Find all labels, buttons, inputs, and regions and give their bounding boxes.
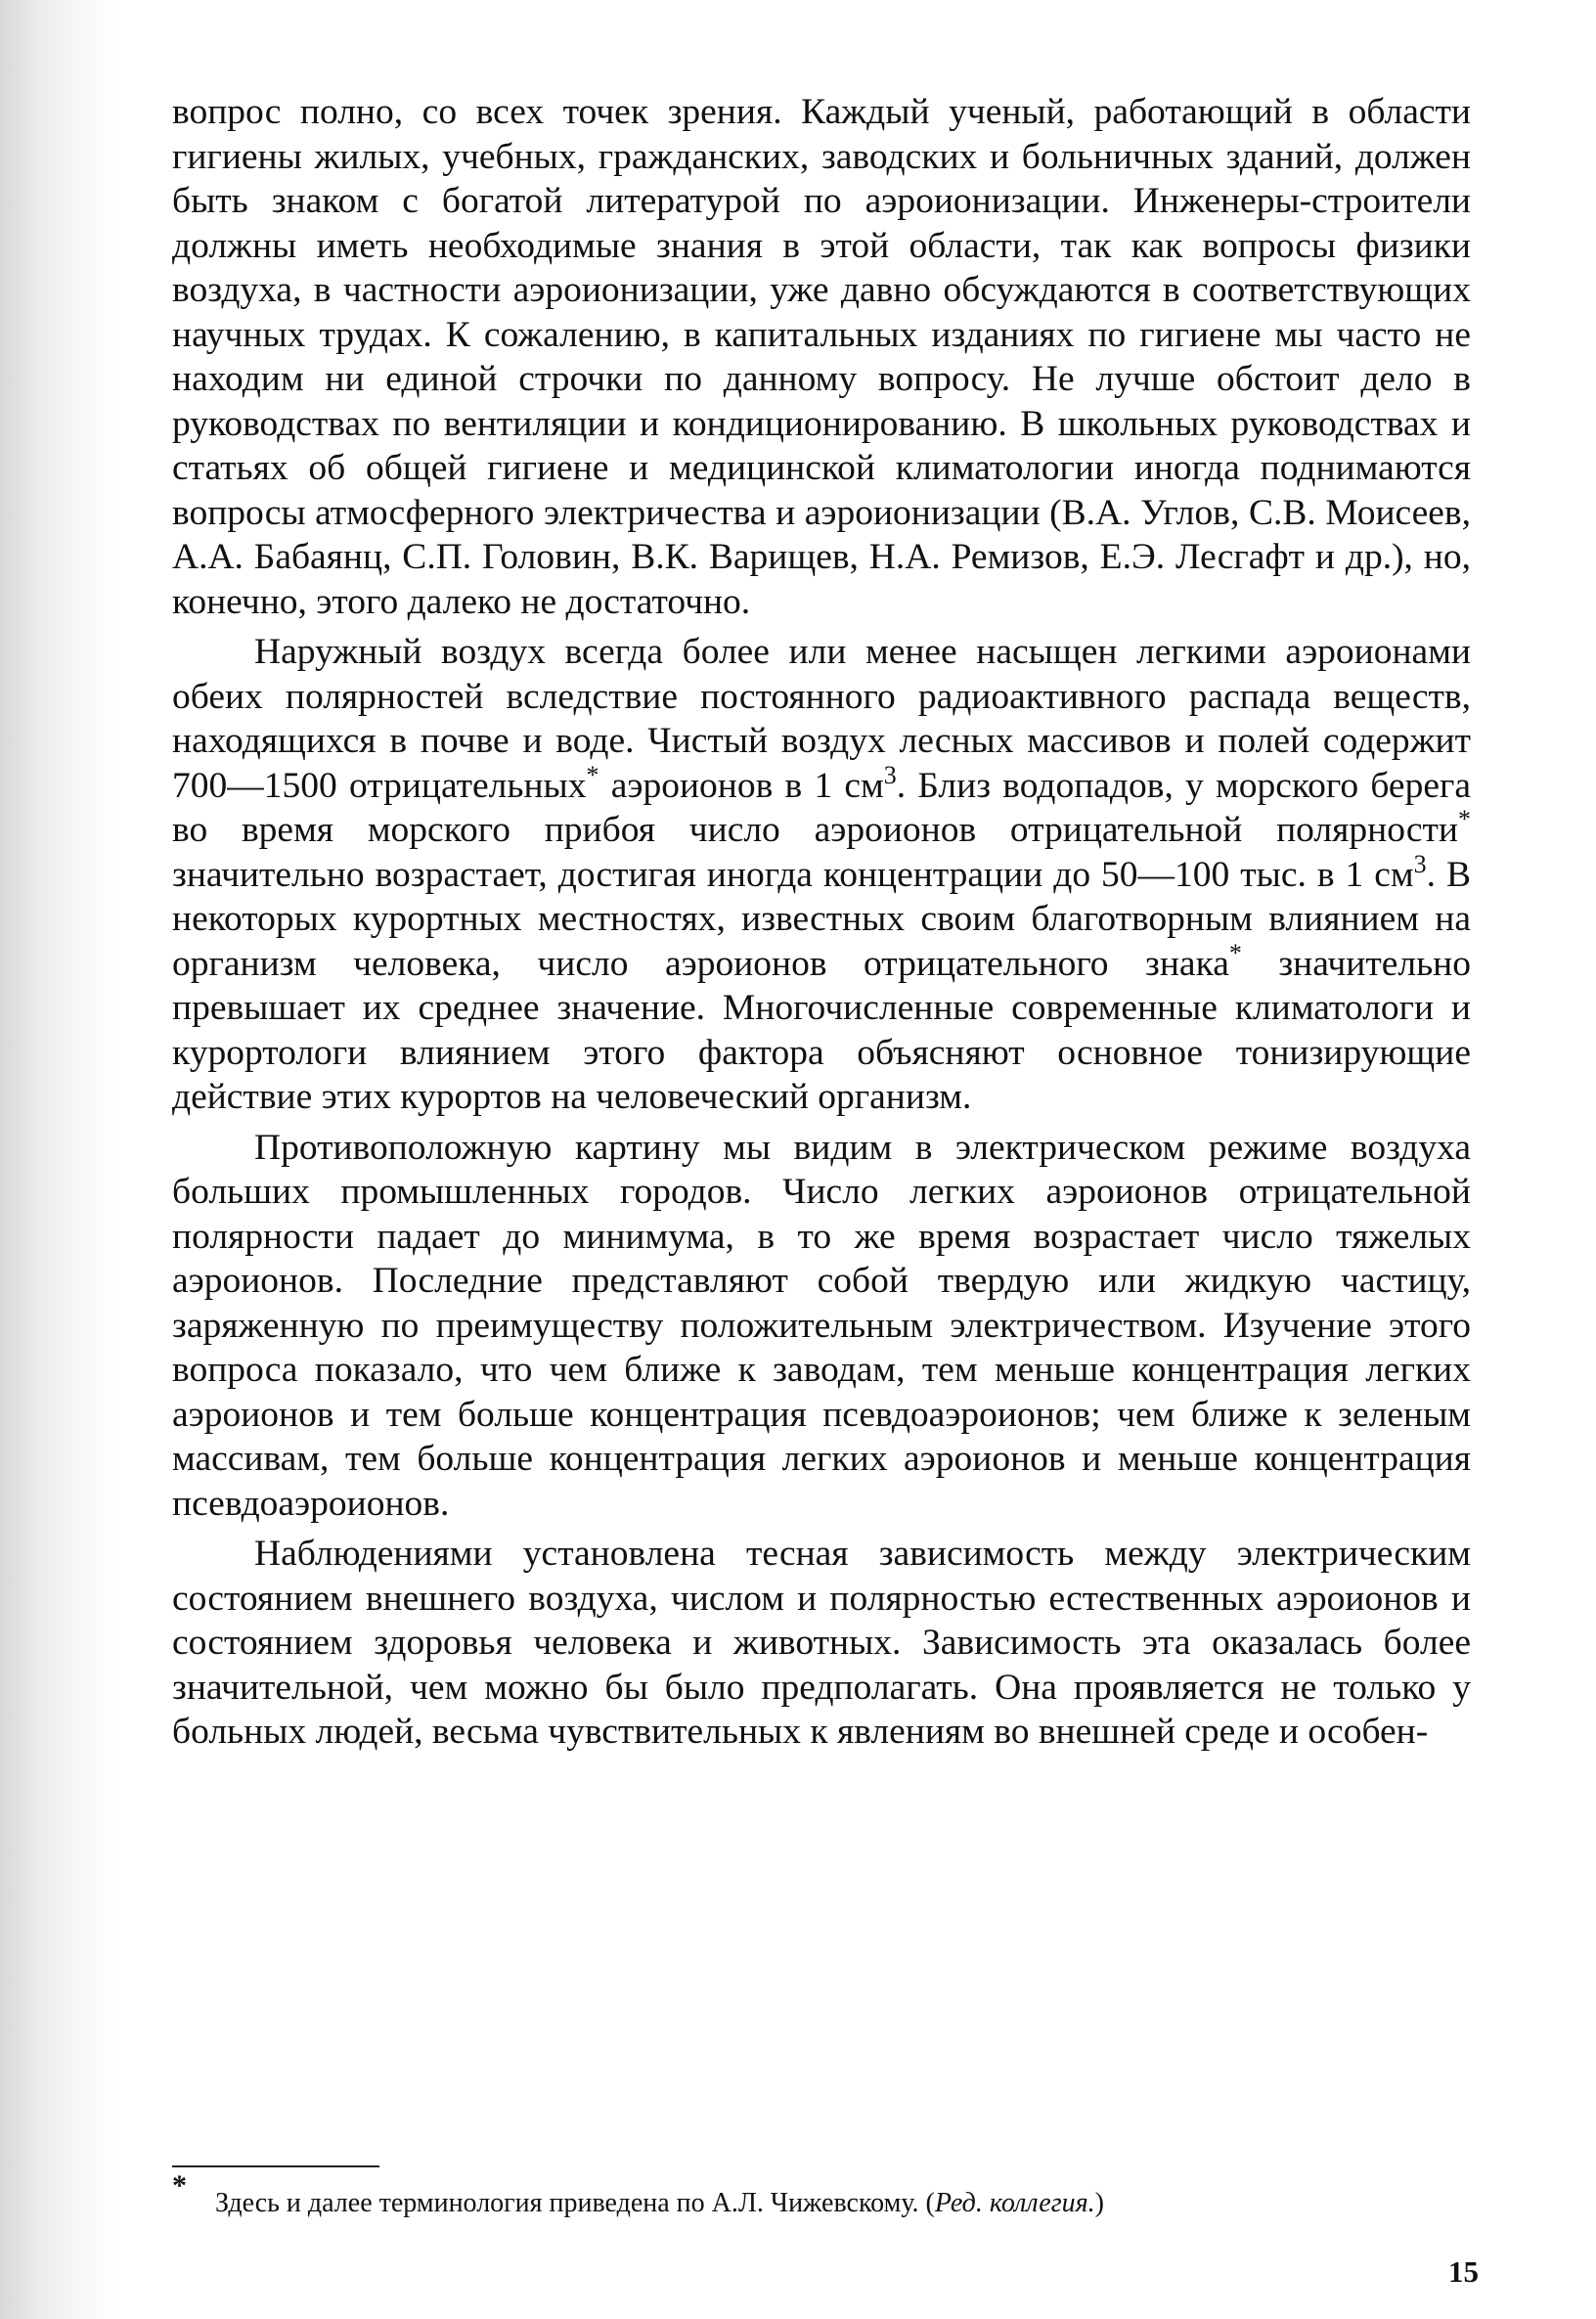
paragraph-2-part-4: значительно возрастает, достигая иногда концентрации до 50—100 тыс. в 1 см — [172, 854, 1414, 895]
paragraph-3: Противоположную картину мы видим в электрическом режиме воздуха больших промышленных городов. Число легких аэроионов отрицательной полярности падает до минимума, в то же время возрастает число тяжелых аэроионов. Последние представляют собой твердую или жидкую частицу, заряженную по преимуществу положительным электричеством. Изучение этого вопроса показало, что чем ближе к заводам, тем меньше концентрация легких аэроионов и тем больше концентрация псевдоаэроионов; чем ближе к зеленым массивам, тем больше концентрация легких аэроионов и меньше концентрация псевдоаэроионов. — [172, 1127, 1471, 1524]
footnote — [215, 2187, 1467, 2220]
footnote-text: Здесь и далее терминология приведена по А.Л. Чижевскому. ( — [215, 2188, 935, 2218]
paragraph-4: Наблюдениями установлена тесная зависимость между электрическим состоянием внешнего воздуха, числом и полярностью естественных аэроионов и состоянием здоровья человека и животных. Зависимость эта оказалась более значительной, чем можно бы было предполагать. Она проявляется не только у больных людей, весьма чувствительных к явлениям во внешней среде и особен- — [172, 1534, 1471, 1752]
paragraph-2-part-5: . В некоторых курортных местностях, известных своим благотворным влиянием на организм человека, число аэроионов отрицательного знака — [172, 854, 1472, 984]
footnote-close: ) — [1094, 2188, 1104, 2218]
footnote-divider — [172, 2165, 379, 2167]
paragraph-2 — [172, 630, 1471, 1120]
page-binding-shadow — [0, 0, 117, 2319]
main-text — [172, 90, 1471, 1755]
asterisk-note-mark: * — [1228, 938, 1242, 967]
footnote-marker: * — [172, 2169, 187, 2202]
footnote-editor-note: Ред. коллегия. — [934, 2188, 1095, 2218]
asterisk-note-mark: * — [1458, 805, 1471, 833]
paragraph-2-part-2: аэроионов в 1 см — [598, 765, 884, 806]
page-number: 15 — [1448, 2254, 1479, 2289]
paragraph-2-part-6: значительно превышает их среднее значение. Многочисленные современные климатологи и курортологи влиянием этого фактора объясняют основное тонизирующие действие этих курортов на человеческий организм. — [172, 943, 1471, 1117]
superscript-3: 3 — [883, 760, 897, 789]
asterisk-note-mark: * — [586, 760, 599, 789]
paragraph-2-part-1: Наружный воздух всегда более или менее насыщен легкими аэроионами обеих полярностей вследствие постоянного радиоактивного распада веществ, находящихся в почве и воде. Чистый воздух лесных массивов и полей содержит 700—1500 отрицательных — [172, 632, 1471, 806]
superscript-3: 3 — [1413, 849, 1427, 878]
paragraph-1: вопрос полно, со всех точек зрения. Каждый ученый, работающий в области гигиены жилых, учебных, гражданских, заводских и больничных зданий, должен быть знаком с богатой литературой по аэроионизации. Инженеры-строители должны иметь необходимые знания в этой области, так как вопросы физики воздуха, в частности аэроионизации, уже давно обсуждаются в соответствующих научных трудах. К сожалению, в капитальных изданиях по гигиене мы часто не находим ни единой строчки по данному вопросу. Не лучше обстоит дело в руководствах по вентиляции и кондиционированию. В школьных руководствах и статьях об общей гигиене и медицинской климатологии иногда поднимаются вопросы атмосферного электричества и аэроионизации (В.А. Углов, С.В. Моисеев, А.А. Бабаянц, С.П. Головин, В.К. Варищев, Н.А. Ремизов, Е.Э. Лесгафт и др.), но, конечно, этого далеко не достаточно. — [172, 92, 1471, 622]
paragraph-2-part-3: . Близ водопадов, у морского берега во время морского прибоя число аэроионов отрицательной полярности — [172, 765, 1471, 850]
